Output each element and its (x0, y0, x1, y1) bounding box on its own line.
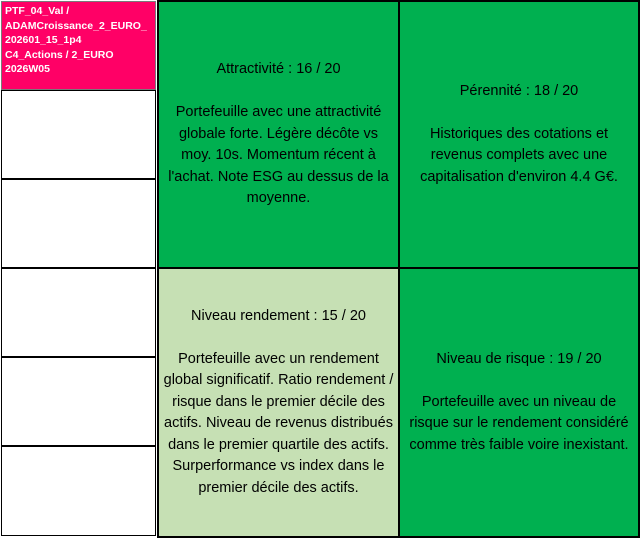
rendement-title: Niveau rendement : 15 / 20 (191, 307, 366, 324)
attractivite-description: Portefeuille avec une attractivité globale forte. Légère décôte vs moy. 10s. Momentum récent à l'achat. Note ESG au dessus de la moyenne. (168, 104, 389, 207)
empty-cell (1, 90, 156, 179)
risque-description: Portefeuille avec un niveau de risque sur le rendement considéré comme très faible voire inexistant. (409, 393, 629, 453)
portfolio-label-line: 202601_15_1p4 (5, 34, 82, 46)
portfolio-label-line: PTF_04_Val / (5, 5, 70, 17)
attractivite-card (159, 2, 398, 267)
empty-cell (1, 357, 156, 446)
rendement-card (159, 269, 398, 536)
attractivite-title: Attractivité : 16 / 20 (216, 61, 341, 78)
risque-card (400, 269, 638, 536)
portfolio-label-line: ADAMCroissance_2_EURO_ (5, 19, 147, 32)
left-column (0, 0, 158, 538)
perennite-description: Historiques des cotations et revenus complets avec une capitalisation d'environ 4.4 G€. (420, 125, 618, 185)
rendement-description: Portefeuille avec un rendement global significatif. Ratio rendement / risque dans le premier décile des actifs. Niveau de revenus distribués dans le premier quartile des actifs. Surperformance vs index dans le premier décile des actifs. (163, 350, 394, 496)
perennite-title: Pérennité : 18 / 20 (459, 82, 579, 99)
empty-cell (1, 179, 156, 268)
empty-cell (1, 446, 156, 536)
portfolio-label (1, 1, 156, 90)
risque-title: Niveau de risque : 19 / 20 (436, 350, 602, 367)
empty-cell (1, 268, 156, 357)
score-grid (157, 0, 640, 538)
portfolio-label-line: 2026W05 (5, 63, 50, 75)
portfolio-label-line: C4_Actions / 2_EURO (5, 48, 114, 61)
perennite-card (400, 2, 638, 267)
